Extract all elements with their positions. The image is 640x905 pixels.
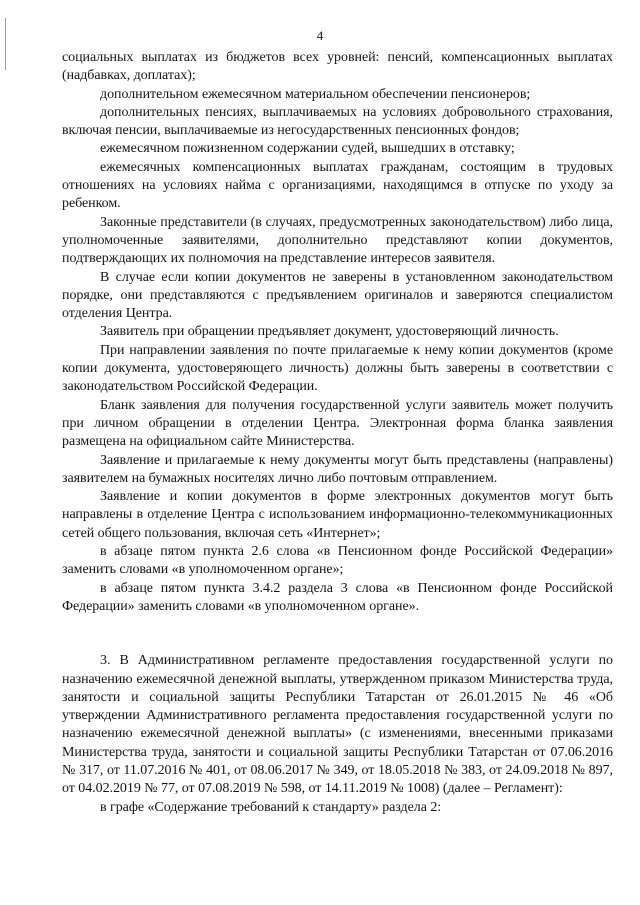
paragraph-standard-requirements: в графе «Содержание требований к стандарту» раздела 2: [100,799,442,815]
paragraph-postal-application: При направлении заявления по почте прилагаемые к нему копии документов (кроме копии документа, удостоверяющего личность) должны быть заверены в соответствии с законодательством Российской Федерации. [62,342,613,395]
paragraph-judges-maintenance: ежемесячном пожизненном содержании судей, вышедших в отставку; [100,141,515,157]
paragraph-section-3-regulation: 3. В Административном регламенте предоставления государственной услуги по назначению ежемесячной денежной выплаты, утвержденном приказом Министерства труда, занятости и социальной защиты Республики Татарстан от 26.01.2015 № 46 «Об утверждении Административного регламента предоставления государственной услуги по назначению ежемесячной денежной выплаты» (с изменениями, внесенными приказами Министерства труда, занятости и социальной защиты Республики Татарстан от 07.06.2016 № 317, от 11.07.2016 № 401, от 08.06.2017 № 349, от 18.05.2018 № 383, от 24.09.2018 № 897, от 04.02.2019 № 77, от 07.08.2019 № 598, от 14.11.2019 № 1008) (далее – Регламент): [62,653,613,797]
scan-edge-line [5,18,6,70]
document-body [62,49,613,817]
paragraph-paper-submission: Заявление и прилагаемые к нему документы могут быть представлены (направлены) заявителем на бумажных носителях лично либо почтовым отправлением. [62,452,613,486]
paragraph-compensation-payments: ежемесячных компенсационных выплатах гражданам, состоящим в трудовых отношениях на условиях найма с организациями, находящимся в отпуске по уходу за ребенком. [62,159,613,212]
paragraph-material-support: дополнительном ежемесячном материальном обеспечении пенсионеров; [100,86,531,102]
paragraph-legal-representatives: Законные представители (в случаях, предусмотренных законодательством) либо лица, уполномоченные заявителями, дополнительно представляют копии документов, подтверждающих их полномочия на представление интересов заявителя. [62,214,613,267]
paragraph-electronic-submission: Заявление и копии документов в форме электронных документов могут быть направлены в отделение Центра с использованием информационно-телекоммуникационных сетей общего пользования, включая сеть «Интернет»; [62,489,613,541]
paragraph-clause-2-6: в абзаце пятом пункта 2.6 слова «в Пенсионном фонде Российской Федерации» заменить словами «в уполномоченном органе»; [62,544,613,578]
paragraph-additional-pensions: дополнительных пенсиях, выплачиваемых на условиях добровольного страхования, включая пенсии, выплачиваемые из негосударственных пенсионных фондов; [62,104,613,139]
paragraph-identity-document: Заявитель при обращении предъявляет документ, удостоверяющий личность. [100,324,559,340]
page-number: 4 [316,28,324,43]
paragraph-social-payments: социальных выплатах из бюджетов всех уровней: пенсий, компенсационных выплатах (надбавках, доплатах); [62,50,613,84]
paragraph-application-form: Бланк заявления для получения государственной услуги заявитель может получить при личном обращении в отделении Центра. Электронная форма бланка заявления размещена на официальном сайте Министерства. [62,397,613,450]
paragraph-uncertified-copies: В случае если копии документов не заверены в установленном законодательством порядке, они представляются с предъявлением оригиналов и заверяются специалистом отделения Центра. [62,269,613,322]
paragraph-clause-3-4-2: в абзаце пятом пункта 3.4.2 раздела 3 слова «в Пенсионном фонде Российской Федерации» заменить словами «в уполномоченном органе». [62,580,613,614]
